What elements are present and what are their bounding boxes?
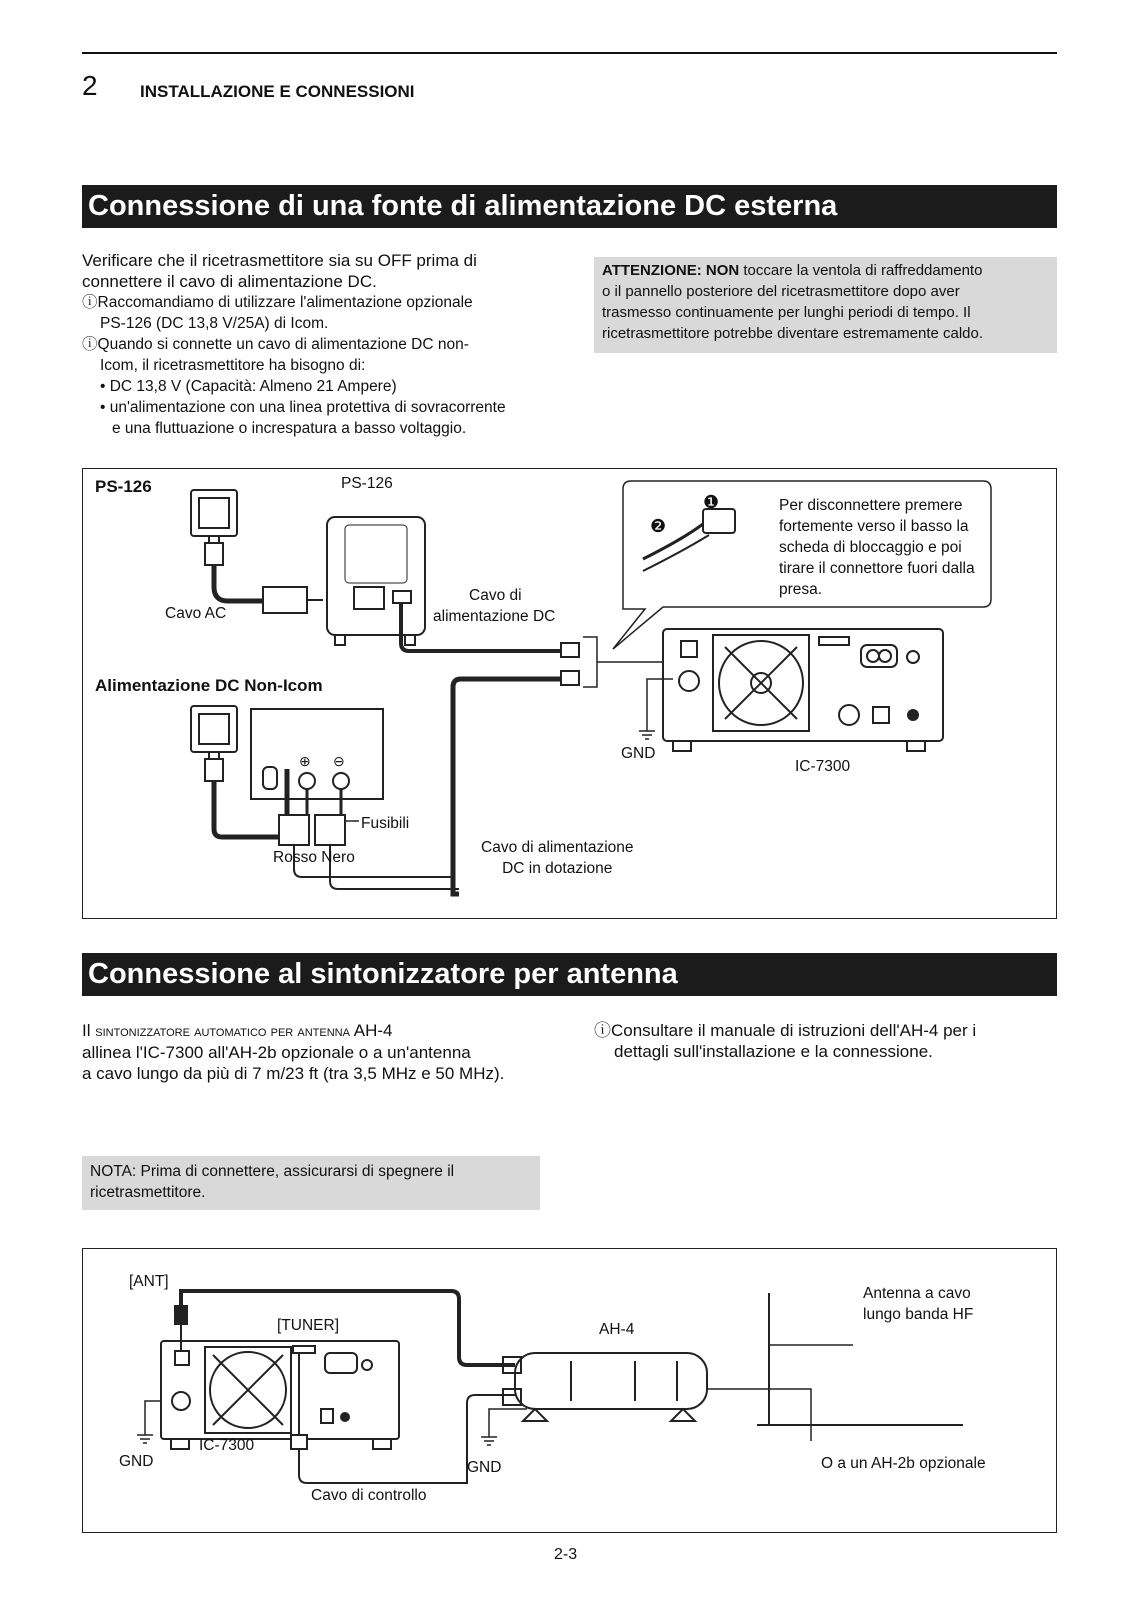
ps126-label: PS-126 xyxy=(341,475,393,492)
bullet-item: • un'alimentazione con una linea protettiva di sovracorrente xyxy=(100,399,506,416)
section1-text xyxy=(82,250,552,439)
radio-label: IC-7300 xyxy=(199,1437,255,1454)
caution-text: o il pannello posteriore del ricetrasmettitore dopo aver xyxy=(602,283,960,300)
control-cable-label: Cavo di controllo xyxy=(311,1487,427,1504)
note-item: ⓘRaccomandiamo di utilizzare l'alimentazione opzionale xyxy=(82,294,473,311)
note-line: PS-126 (DC 13,8 V/25A) di Icom. xyxy=(100,315,329,332)
ah4-label: AH-4 xyxy=(599,1321,635,1338)
section2-text xyxy=(82,1020,562,1084)
gnd-left-label: GND xyxy=(119,1453,154,1470)
page-number: 2-3 xyxy=(554,1546,578,1563)
radio-label: IC-7300 xyxy=(795,758,851,775)
section2-info xyxy=(594,1020,1057,1062)
bullet-item: • DC 13,8 V (Capacità: Almeno 21 Ampere) xyxy=(100,378,397,395)
ac-cable-label: Cavo AC xyxy=(165,605,227,622)
intro-line: Il sintonizzatore automatico per antenna AH-4 xyxy=(82,1021,393,1040)
info-icon: ⓘ xyxy=(82,294,98,311)
supplied-cable-label: Cavo di alimentazione DC in dotazione xyxy=(481,839,634,877)
antenna-label: Antenna a cavo lungo banda HF xyxy=(863,1285,974,1323)
caution-text: trasmesso continuamente per lunghi periodi di tempo. Il xyxy=(602,304,971,321)
intro-line: allinea l'IC-7300 all'AH-2b opzionale o a un'antenna xyxy=(82,1043,471,1062)
note-box xyxy=(82,1156,540,1210)
note-text: NOTA: Prima di connettere, assicurarsi di spegnere il xyxy=(90,1163,455,1180)
disconnect-callout: Per disconnettere premere fortemente verso il basso la scheda di bloccaggio e poi tirare il connettore fuori dalla presa. xyxy=(779,497,975,598)
dc-cable-label: Cavo di xyxy=(469,587,522,604)
caution-label: ATTENZIONE: NON xyxy=(602,262,740,279)
intro-line: connettere il cavo di alimentazione DC. xyxy=(82,272,377,291)
chapter-title: INSTALLAZIONE E CONNESSIONI xyxy=(140,82,415,101)
note-line: Icom, il ricetrasmettitore ha bisogno di: xyxy=(100,357,366,374)
ps126-bold-label: PS-126 xyxy=(95,477,152,496)
step1-marker: ❶ xyxy=(703,492,720,512)
header-rule xyxy=(82,52,1057,54)
chapter-number: 2 xyxy=(82,70,98,101)
ah2b-label: O a un AH-2b opzionale xyxy=(821,1455,986,1472)
note-text: ricetrasmettitore. xyxy=(90,1184,206,1201)
section-title-antenna-tuner: Connessione al sintonizzatore per antenna xyxy=(82,953,1057,996)
caution-text: ricetrasmettitore potrebbe diventare estremamente caldo. xyxy=(602,325,984,342)
caution-text: toccare la ventola di raffreddamento xyxy=(739,262,983,279)
info-line: ⓘConsultare il manuale di istruzioni dell'AH-4 per i xyxy=(594,1021,977,1040)
info-icon: ⓘ xyxy=(594,1021,611,1040)
gnd-label: GND xyxy=(621,745,656,762)
fuses-label: Fusibili xyxy=(361,815,410,832)
note-item: ⓘQuando si connette un cavo di alimentazione DC non- xyxy=(82,336,469,353)
plus-terminal: ⊕ xyxy=(299,753,311,769)
red-black-label: Rosso Nero xyxy=(273,849,355,866)
gnd-mid-label: GND xyxy=(467,1459,502,1476)
tuner-port-label: [TUNER] xyxy=(277,1317,339,1334)
caution-box xyxy=(594,257,1057,353)
intro-line: Verificare che il ricetrasmettitore sia su OFF prima di xyxy=(82,251,477,270)
info-line: dettagli sull'installazione e la connessione. xyxy=(614,1042,933,1061)
antenna-tuner-diagram xyxy=(82,1248,1057,1533)
dc-cable-label: alimentazione DC xyxy=(433,608,556,625)
non-icom-label: Alimentazione DC Non-Icom xyxy=(95,676,323,695)
bullet-item: e una fluttuazione o increspatura a basso voltaggio. xyxy=(112,420,467,437)
info-icon: ⓘ xyxy=(82,336,98,353)
minus-terminal: ⊖ xyxy=(333,753,345,769)
section-title-dc-power: Connessione di una fonte di alimentazione DC esterna xyxy=(82,185,1057,228)
step2-marker: ❷ xyxy=(650,516,667,536)
intro-line: a cavo lungo da più di 7 m/23 ft (tra 3,5 MHz e 50 MHz). xyxy=(82,1064,505,1083)
ant-port-label: [ANT] xyxy=(129,1273,169,1290)
dc-power-diagram xyxy=(82,468,1057,919)
